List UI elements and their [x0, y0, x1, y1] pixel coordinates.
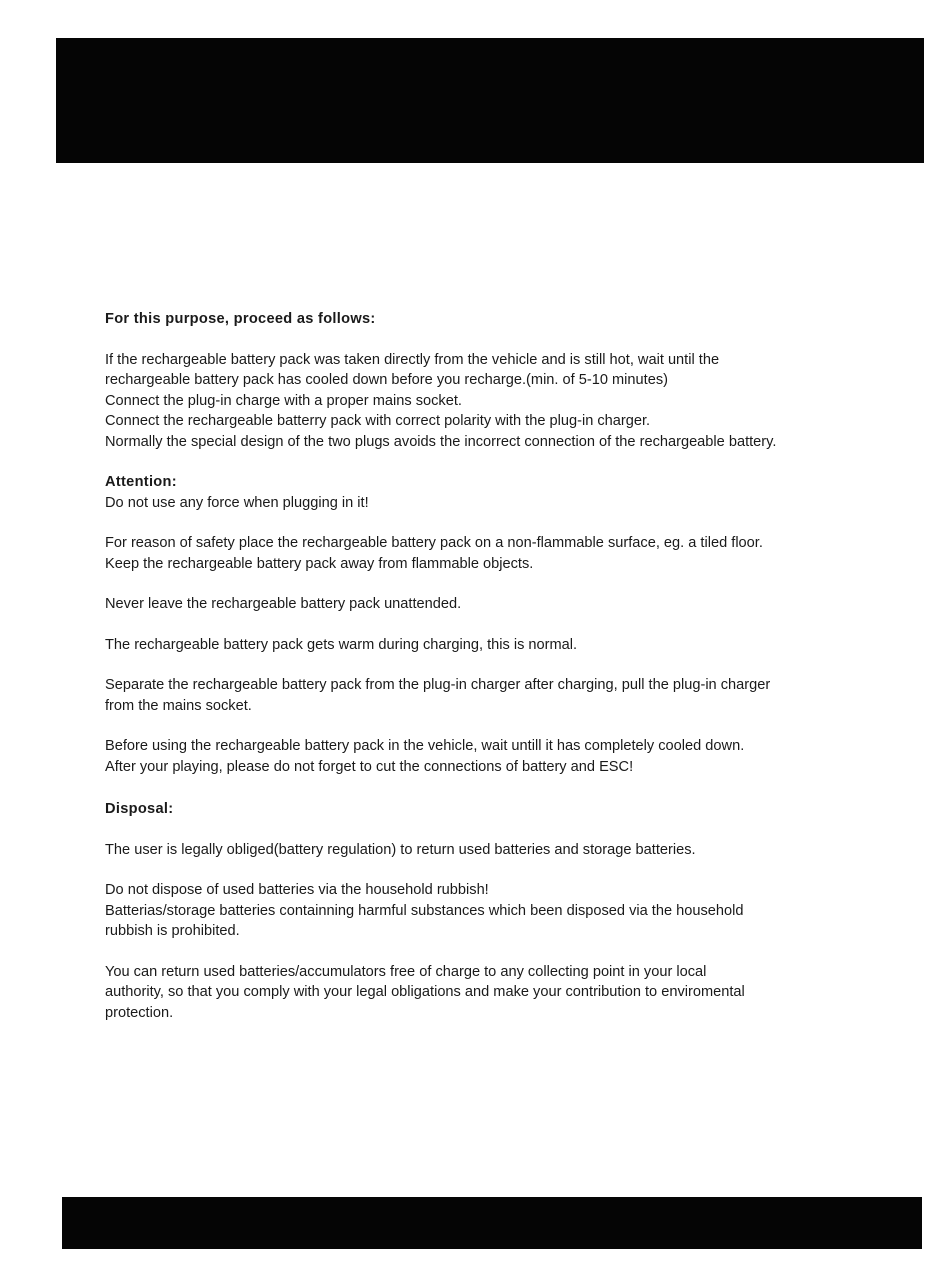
text-line: Connect the rechargeable batterry pack with correct polarity with the plug-in charger. [105, 413, 651, 429]
heading-disposal: Disposal: [105, 801, 174, 817]
text-line: protection. [105, 1004, 174, 1021]
footer-band [62, 1197, 922, 1249]
text-line: After your playing, please do not forget to cut the connections of battery and ESC! [105, 758, 634, 775]
text-line: Never leave the rechargeable battery pack unattended. [105, 596, 462, 612]
header-band [56, 38, 924, 163]
heading-attention: Attention: [105, 474, 177, 490]
text-line: from the mains socket. [105, 697, 252, 714]
text-line: If the rechargeable battery pack was taken directly from the vehicle and is still hot, wait until the [105, 351, 720, 368]
text-line: Do not use any force when plugging in it! [105, 494, 369, 511]
text-line: Connect the plug-in charge with a proper mains socket. [105, 392, 462, 409]
text-line: For reason of safety place the rechargeable battery pack on a non-flammable surface, eg. a tiled floor. [105, 535, 763, 551]
heading-procedure: For this purpose, proceed as follows: [105, 311, 376, 327]
text-line: rubbish is prohibited. [105, 923, 240, 939]
text-line: The rechargeable battery pack gets warm during charging, this is normal. [105, 636, 578, 653]
text-line: Do not dispose of used batteries via the household rubbish! [105, 882, 489, 898]
text-line: authority, so that you comply with your legal obligations and make your contribution to enviromental [105, 984, 745, 1000]
text-line: You can return used batteries/accumulators free of charge to any collecting point in your local [105, 963, 707, 980]
text-line: Normally the special design of the two plugs avoids the incorrect connection of the rechargeable battery. [105, 433, 777, 450]
text-line: Batterias/storage batteries containning harmful substances which been disposed via the household [105, 902, 744, 919]
manual-body [105, 309, 905, 1023]
text-line: Keep the rechargeable battery pack away from flammable objects. [105, 555, 534, 572]
text-line: The user is legally obliged(battery regulation) to return used batteries and storage batteries. [105, 841, 696, 858]
text-line: rechargeable battery pack has cooled down before you recharge.(min. of 5-10 minutes) [105, 372, 668, 388]
text-line: Before using the rechargeable battery pack in the vehicle, wait untill it has completely cooled down. [105, 738, 745, 754]
text-line: Separate the rechargeable battery pack from the plug-in charger after charging, pull the plug-in charger [105, 677, 771, 693]
